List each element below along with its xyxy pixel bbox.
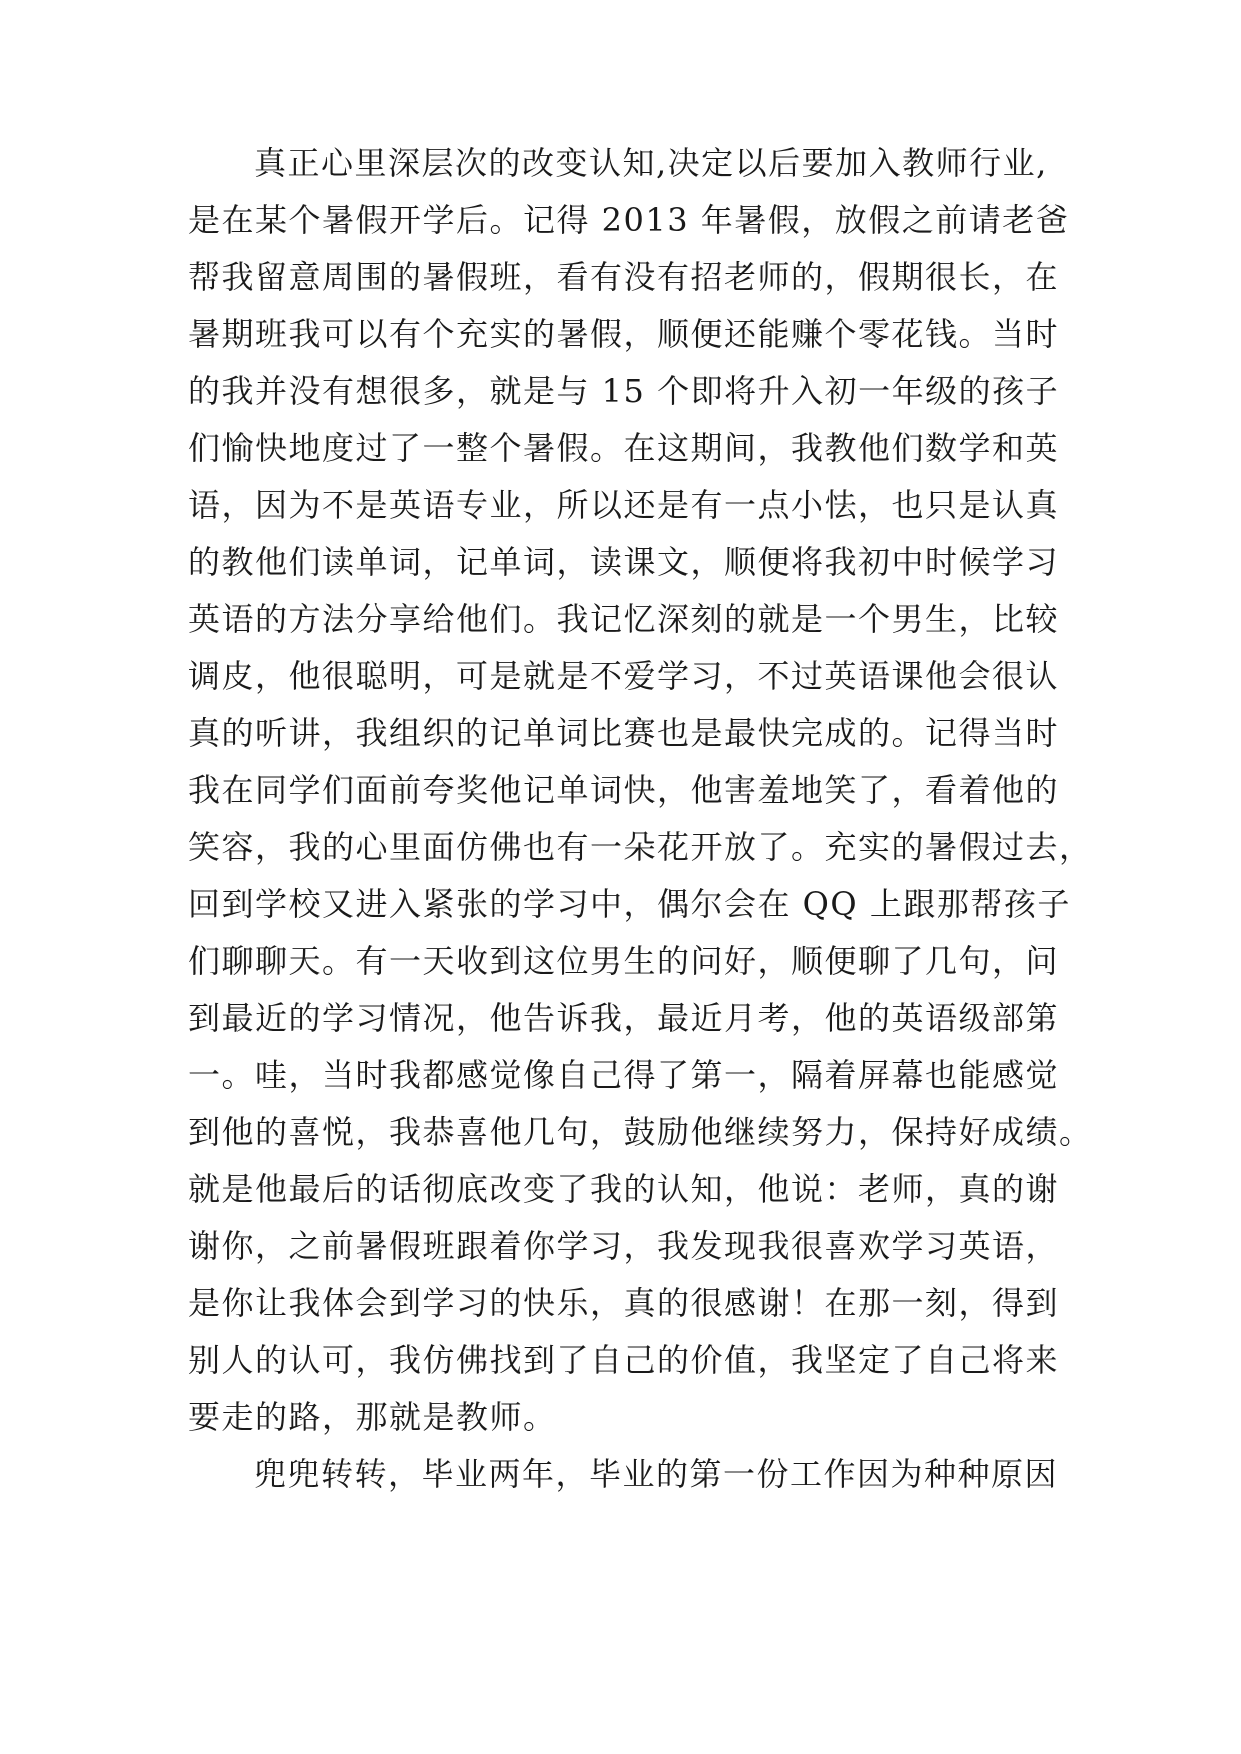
text-line: 别人的认可，我仿佛找到了自己的价值，我坚定了自己将来 bbox=[188, 1341, 1060, 1379]
text-line: 到他的喜悦，我恭喜他几句，鼓励他继续努力，保持好成绩。 bbox=[188, 1113, 1093, 1151]
text-line: 兜兜转转，毕业两年，毕业的第一份工作因为种种原因 bbox=[254, 1455, 1059, 1493]
text-line: 是你让我体会到学习的快乐，真的很感谢！在那一刻，得到 bbox=[188, 1284, 1060, 1322]
text-line: 们愉快地度过了一整个暑假。在这期间，我教他们数学和英 bbox=[188, 429, 1060, 467]
text-line: 调皮，他很聪明，可是就是不爱学习，不过英语课他会很认 bbox=[188, 657, 1060, 695]
text-line: 回到学校又进入紧张的学习中，偶尔会在 QQ 上跟那帮孩子 bbox=[188, 885, 1071, 923]
text-line: 到最近的学习情况，他告诉我，最近月考，他的英语级部第 bbox=[188, 999, 1060, 1037]
text-line: 是在某个暑假开学后。记得 2013 年暑假，放假之前请老爸 bbox=[188, 201, 1070, 239]
text-line: 英语的方法分享给他们。我记忆深刻的就是一个男生，比较 bbox=[188, 600, 1060, 638]
text-line: 的我并没有想很多，就是与 15 个即将升入初一年级的孩子 bbox=[188, 372, 1060, 410]
text-line: 们聊聊天。有一天收到这位男生的问好，顺便聊了几句，问 bbox=[188, 942, 1060, 980]
text-line: 要走的路，那就是教师。 bbox=[188, 1398, 557, 1436]
text-line: 谢你，之前暑假班跟着你学习，我发现我很喜欢学习英语， bbox=[188, 1227, 1060, 1265]
text-line: 就是他最后的话彻底改变了我的认知，他说：老师，真的谢 bbox=[188, 1170, 1060, 1208]
text-line: 真正心里深层次的改变认知,决定以后要加入教师行业, bbox=[254, 144, 1048, 182]
text-line: 我在同学们面前夸奖他记单词快，他害羞地笑了，看着他的 bbox=[188, 771, 1060, 809]
text-line: 的教他们读单词，记单词，读课文，顺便将我初中时候学习 bbox=[188, 543, 1060, 581]
text-line: 语，因为不是英语专业，所以还是有一点小怯，也只是认真 bbox=[188, 486, 1060, 524]
text-line: 暑期班我可以有个充实的暑假，顺便还能赚个零花钱。当时 bbox=[188, 315, 1060, 353]
text-line: 真的听讲，我组织的记单词比赛也是最快完成的。记得当时 bbox=[188, 714, 1060, 752]
text-line: 帮我留意周围的暑假班，看有没有招老师的，假期很长，在 bbox=[188, 258, 1060, 296]
text-line: 笑容，我的心里面仿佛也有一朵花开放了。充实的暑假过去， bbox=[188, 828, 1093, 866]
text-line: 一。哇，当时我都感觉像自己得了第一，隔着屏幕也能感觉 bbox=[188, 1056, 1060, 1094]
